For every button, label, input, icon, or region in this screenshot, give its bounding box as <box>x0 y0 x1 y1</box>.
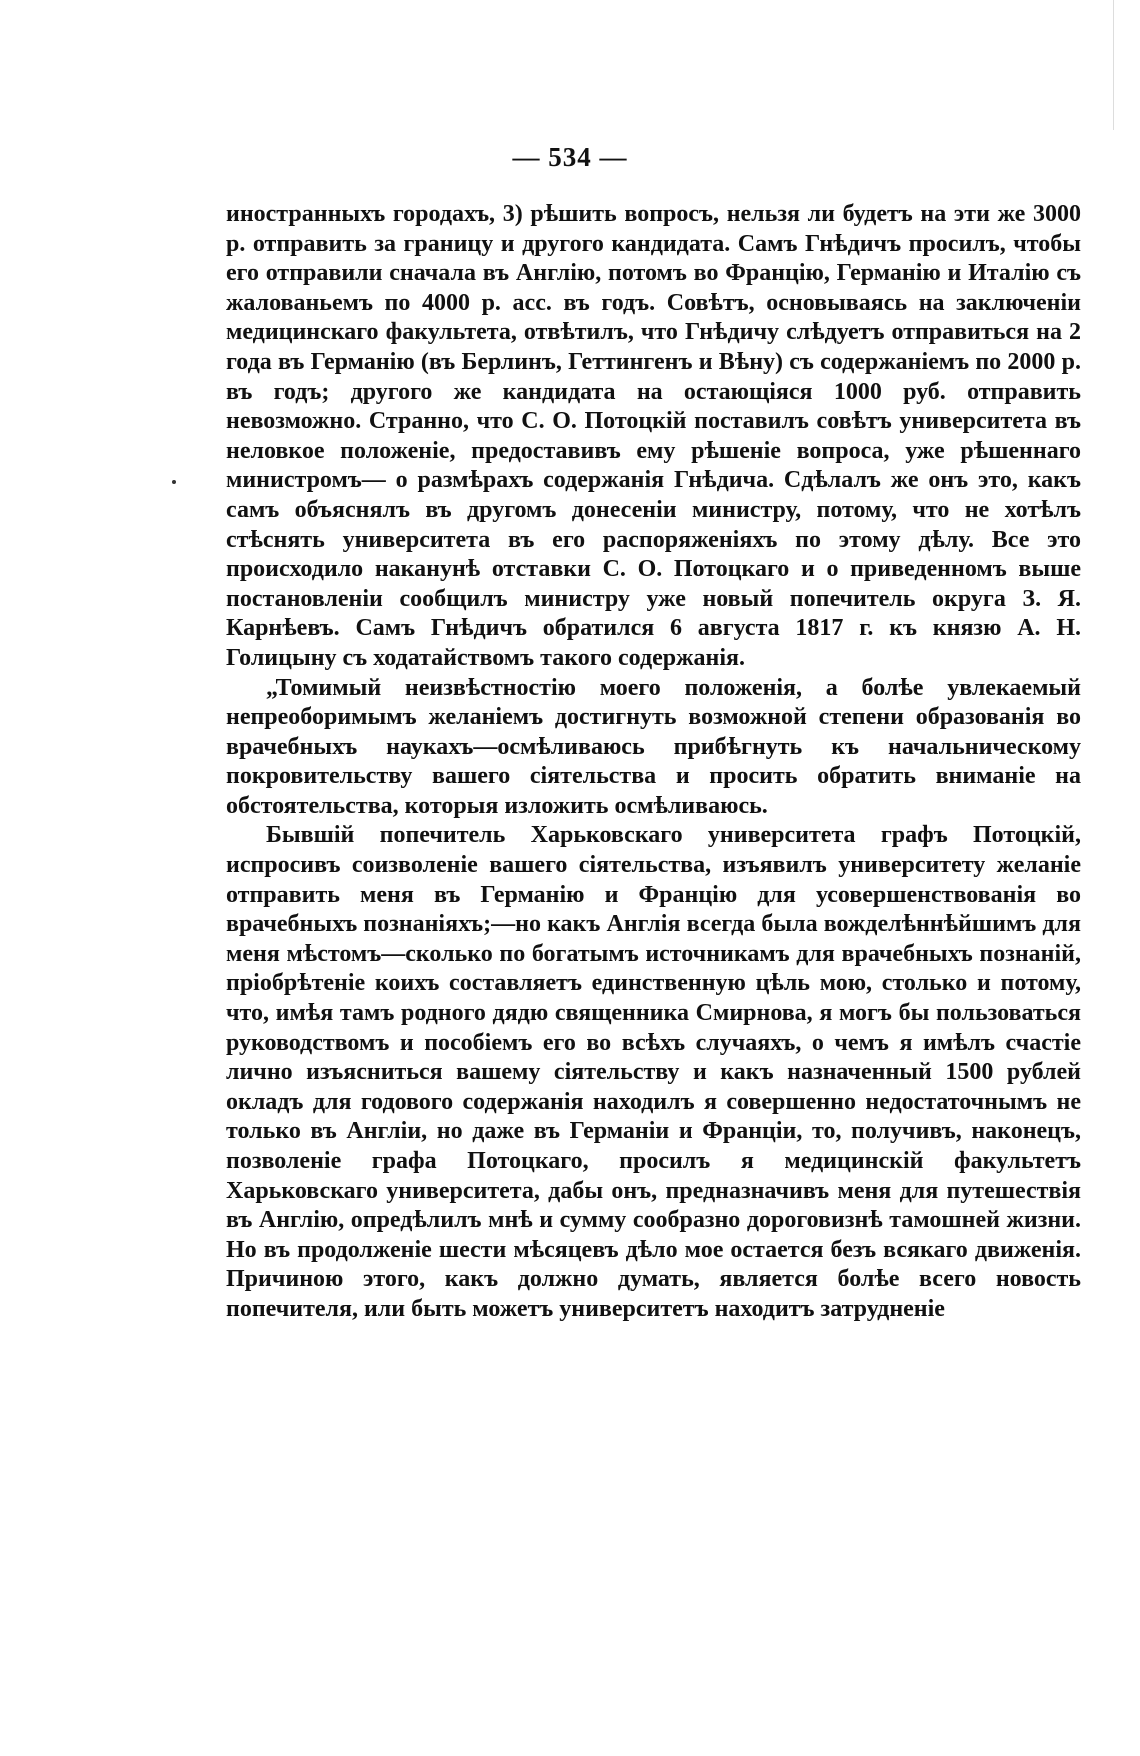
paragraph-1: иностранныхъ городахъ, 3) рѣшить вопросъ, нельзя ли будетъ на эти же 3000 р. отправить за границу и другого кандидата. Самъ Гнѣдичъ просилъ, чтобы его отправили сначала въ Англію, потомъ во Францію, Германію и Италію съ жалованьемъ по 4000 р. асс. въ годъ. Совѣтъ, основываясь на заключеніи медицинскаго факультета, отвѣтилъ, что Гнѣдичу слѣдуетъ отправиться на 2 года въ Германію (въ Берлинъ, Геттингенъ и Вѣну) съ содержаніемъ по 2000 р. въ годъ; другого же кандидата на остающіяся 1000 руб. отправить невозможно. Странно, что С. О. Потоцкій поставилъ совѣтъ университета въ неловкое положеніе, предоставивъ ему рѣшеніе вопроса, уже рѣшеннаго министромъ— о размѣрахъ содержанія Гнѣдича. Сдѣлалъ же онъ это, какъ самъ объяснялъ въ другомъ донесеніи министру, потому, что не хотѣлъ стѣснять университета въ его распоряженіяхъ по этому дѣлу. Все это происходило наканунѣ отставки С. О. Потоцкаго и о приведенномъ выше постановленіи сообщилъ министру уже новый попечитель округа З. Я. Карнѣевъ. Самъ Гнѣдичъ обратился 6 августа 1817 г. къ князю А. Н. Голицыну съ ходатайствомъ такого содержанія. <box>226 201 1081 671</box>
body-text <box>226 200 1081 1325</box>
paragraph-3: Бывшій попечитель Харьковскаго университета графъ Потоцкій, испросивъ соизволеніе вашего сіятельства, изъявилъ университету желаніе отправить меня въ Германію и Францію для усовершенствованія во врачебныхъ познаніяхъ;—но какъ Англія всегда была вожделѣннѣйшимъ для меня мѣстомъ—сколько по богатымъ источникамъ для врачебныхъ познаній, пріобрѣтеніе коихъ составляетъ единственную цѣль мою, столько и потому, что, имѣя тамъ родного дядю священника Смирнова, я могъ бы пользоваться руководствомъ и пособіемъ его во всѣхъ случаяхъ, о чемъ я имѣлъ счастіе лично изъясниться вашему сіятельству и какъ назначенный 1500 рублей окладъ для годового содержанія находилъ я совершенно недостаточнымъ не только въ Англіи, но даже въ Германіи и Франціи, то, получивъ, наконецъ, позволеніе графа Потоцкаго, просилъ я медицинскій факультетъ Харьковскаго университета, дабы онъ, предназначивъ меня для путешествія въ Англію, опредѣлилъ мнѣ и сумму сообразно дороговизнѣ тамошней жизни. Но въ продолженіе шести мѣсяцевъ дѣло мое остается безъ всякаго движенія. Причиною этого, какъ должно думать, является болѣе всего новость попечителя, или быть можетъ университетъ находитъ затрудненіе <box>226 822 1081 1322</box>
scan-edge-line <box>1113 0 1114 130</box>
paragraph-2: „Томимый неизвѣстностію моего положенія, а болѣе увлекаемый непреоборимымъ желаніемъ достигнуть возможной степени образованія во врачебныхъ наукахъ—осмѣливаюсь прибѣгнуть къ начальническому покровительству вашего сіятельства и просить обратить вниманіе на обстоятельства, которыя изложить осмѣливаюсь. <box>226 674 1081 819</box>
margin-mark <box>172 480 176 484</box>
page-number: — 534 — <box>512 142 628 172</box>
